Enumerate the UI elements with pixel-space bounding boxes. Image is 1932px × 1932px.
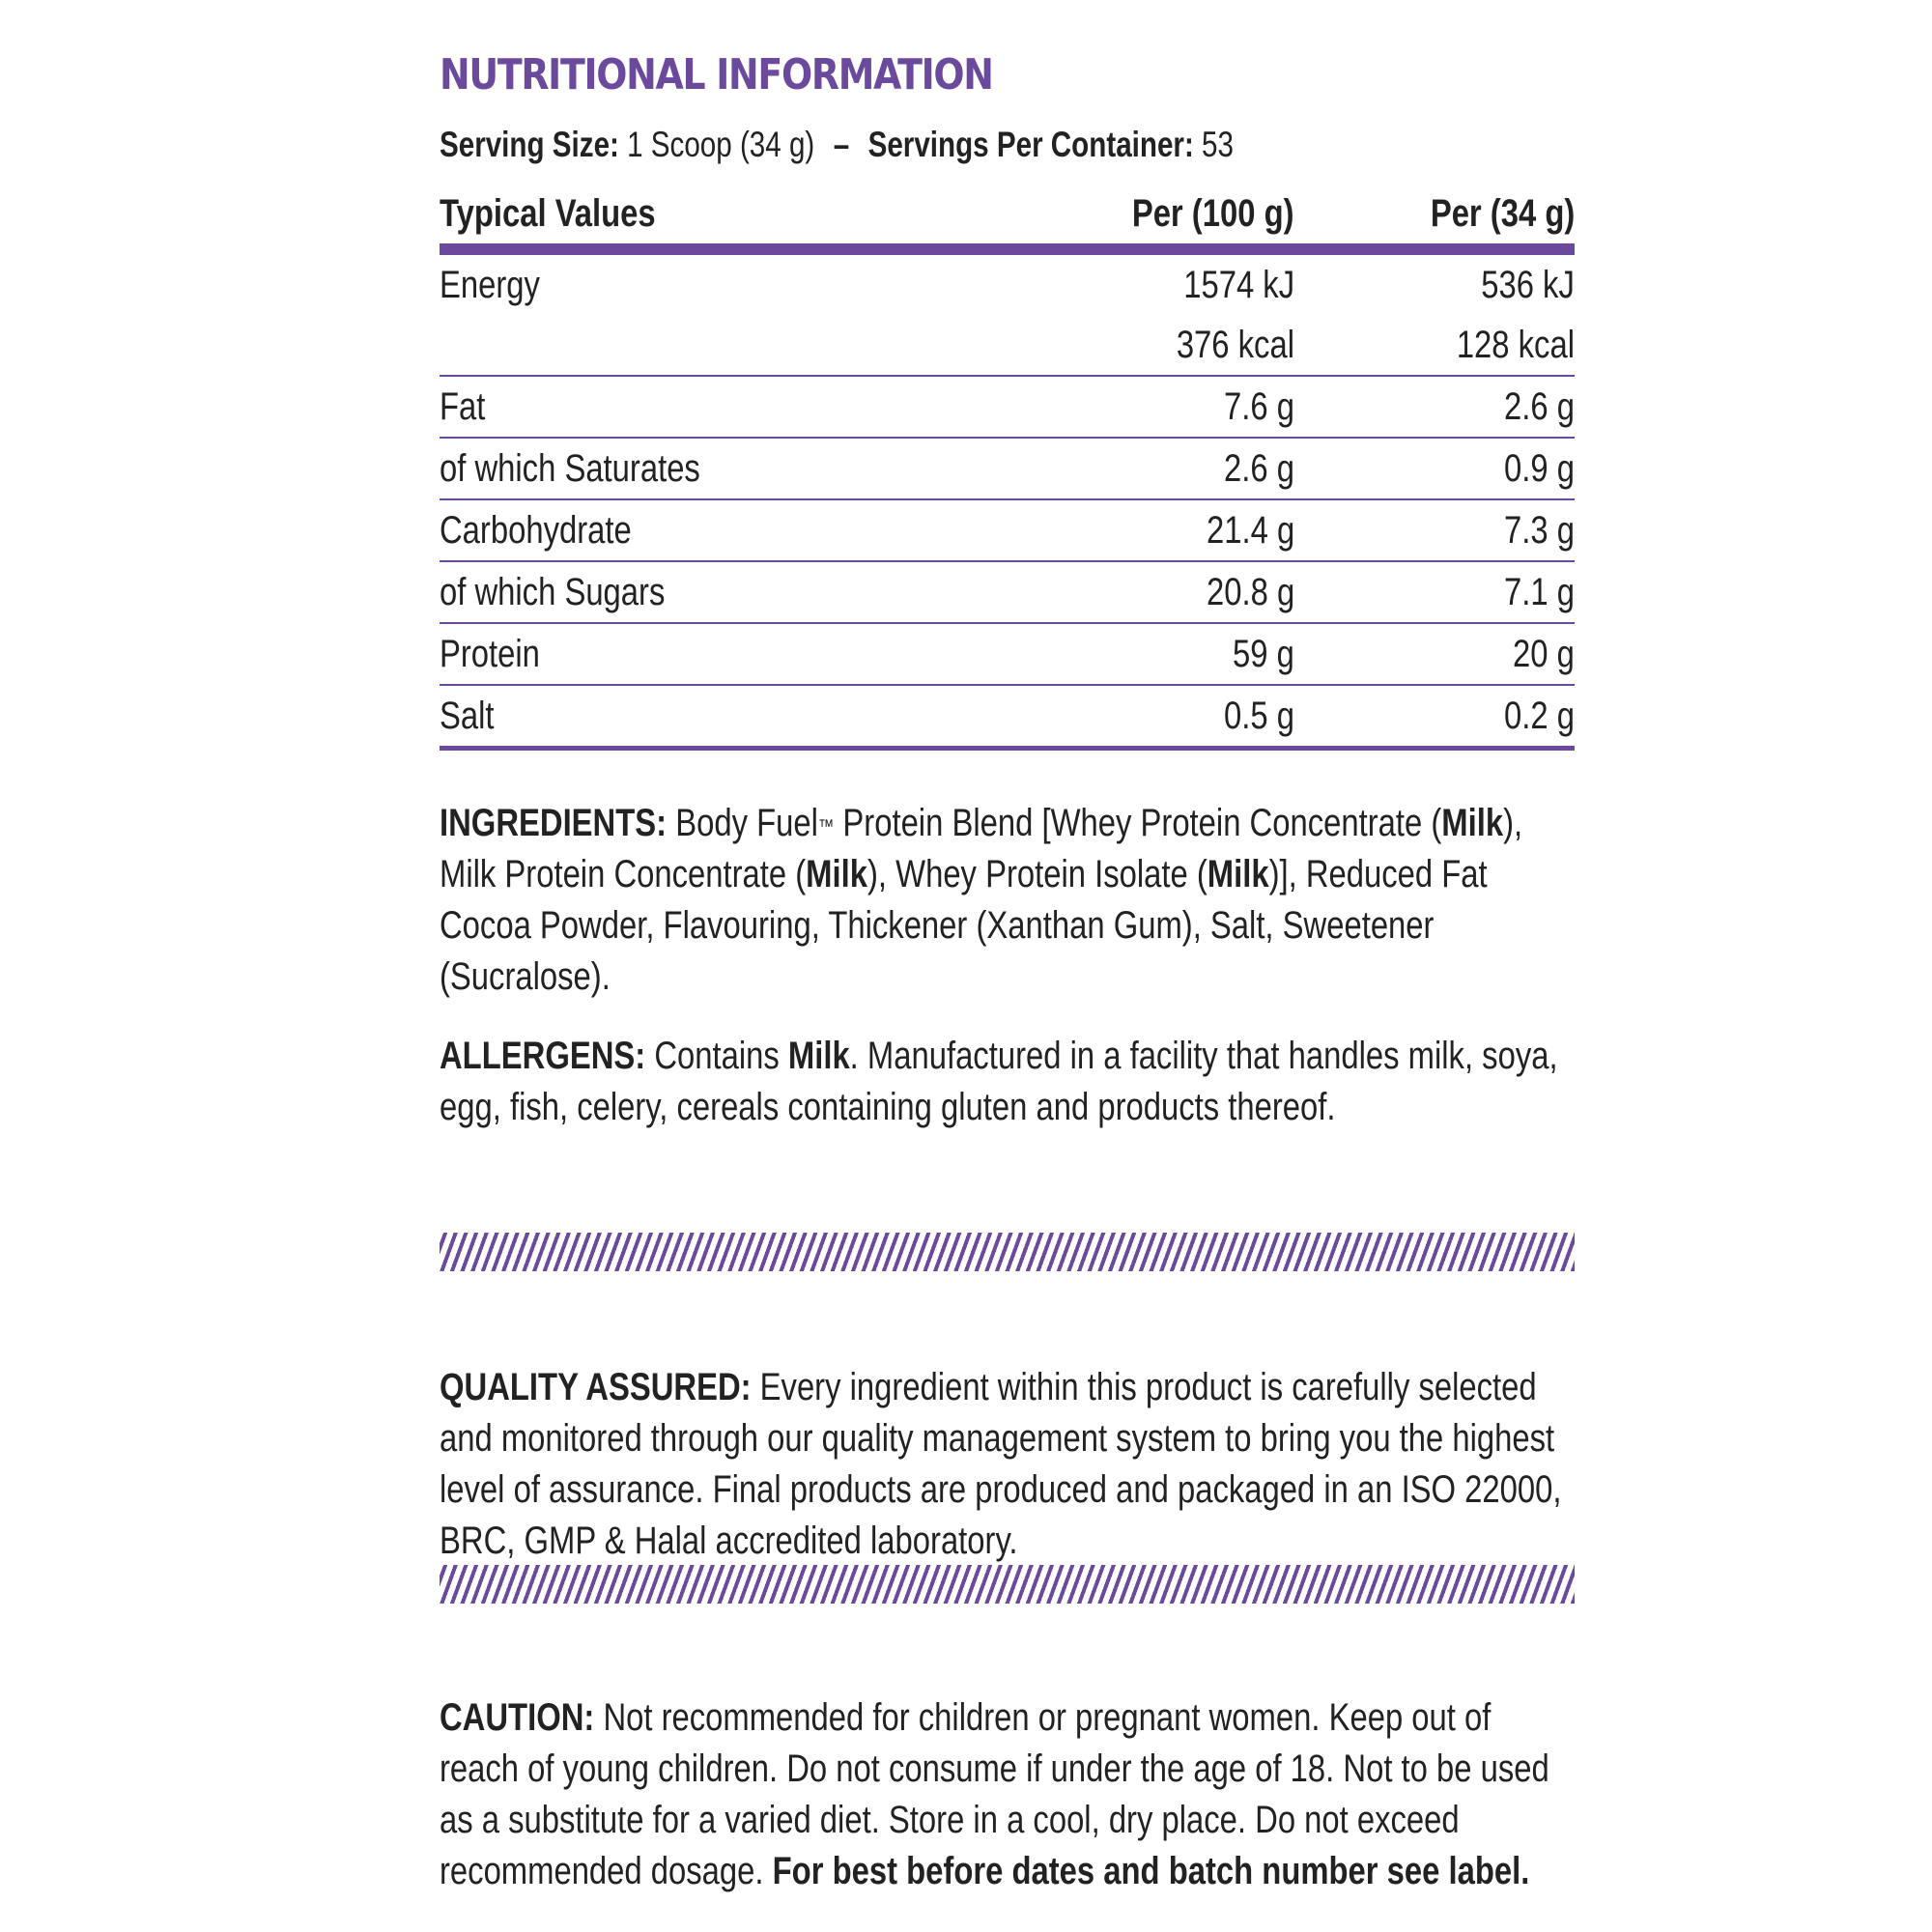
serving-size-label: Serving Size:	[440, 125, 619, 164]
row-per100-carbohydrate: 21.4 g	[1206, 508, 1294, 552]
table-row	[440, 623, 1575, 685]
header-per-serving: Per (34 g)	[1430, 191, 1575, 235]
ingredients-text-2: Protein Blend [Whey Protein Concentrate (	[834, 802, 1442, 844]
caution-text: Not recommended for children or pregnant women. Keep out of reach of young children. Do not consume if under the age of 18. Not to be used as a substitute for a varied diet. Store in a cool, dry place. Do not exceed recommended dosage.	[440, 1696, 1549, 1892]
allergens-label: ALLERGENS:	[440, 1035, 646, 1077]
quality-assured-paragraph	[440, 1362, 1573, 1567]
row-per100-protein: 59 g	[1233, 632, 1294, 675]
nutrition-table	[440, 184, 1575, 751]
servings-per-container-label: Servings Per Container:	[867, 125, 1194, 164]
row-per100-salt: 0.5 g	[1224, 694, 1294, 737]
header-per-100g: Per (100 g)	[1132, 191, 1294, 235]
row-name-energy: Energy	[440, 263, 540, 306]
row-name-carbohydrate: Carbohydrate	[440, 508, 632, 552]
trademark-symbol: ™	[817, 816, 835, 838]
table-row	[440, 685, 1575, 749]
row-per100-saturates: 2.6 g	[1224, 446, 1294, 490]
row-perserving-energy-kcal: 128 kcal	[1456, 323, 1575, 366]
caution-bold-tail: For best before dates and batch number see label.	[772, 1850, 1530, 1892]
table-row	[440, 249, 1575, 315]
table-header-row	[440, 184, 1575, 249]
row-per100-fat: 7.6 g	[1224, 384, 1294, 428]
ingredients-text-3: ), Milk Protein Concentrate (	[440, 802, 1523, 895]
allergens-milk: Milk	[787, 1035, 850, 1077]
row-name-sugars: of which Sugars	[440, 570, 666, 613]
row-perserving-saturates: 0.9 g	[1504, 446, 1575, 490]
row-perserving-carbohydrate: 7.3 g	[1504, 508, 1575, 552]
row-perserving-protein: 20 g	[1513, 632, 1575, 675]
table-row	[440, 499, 1575, 561]
row-name-protein: Protein	[440, 632, 540, 675]
ingredients-text-4: ), Whey Protein Isolate (	[867, 853, 1208, 895]
row-per100-energy-kj: 1574 kJ	[1183, 263, 1294, 306]
allergens-paragraph	[440, 1031, 1573, 1133]
table-row	[440, 315, 1575, 376]
row-perserving-fat: 2.6 g	[1504, 384, 1575, 428]
caution-label: CAUTION:	[440, 1696, 595, 1739]
allergen-milk-1: Milk	[1441, 802, 1504, 844]
row-perserving-salt: 0.2 g	[1504, 694, 1575, 737]
hatched-divider	[440, 1565, 1575, 1604]
quality-label: QUALITY ASSURED:	[440, 1366, 752, 1408]
allergens-text-2: . Manufactured in a facility that handles milk, soya, egg, fish, celery, cereals containing gluten and products thereof.	[440, 1035, 1558, 1128]
ingredients-text-5: )], Reduced Fat Cocoa Powder, Flavouring, Thickener (Xanthan Gum), Salt, Sweetener (Sucralose).	[440, 853, 1488, 998]
serving-size-value: 1 Scoop (34 g)	[627, 125, 815, 164]
ingredients-text-1: Body Fuel	[675, 802, 818, 844]
row-perserving-sugars: 7.1 g	[1504, 570, 1575, 613]
table-row	[440, 438, 1575, 499]
servings-per-container-value: 53	[1202, 125, 1234, 164]
serving-separator: –	[833, 125, 850, 164]
serving-info	[440, 124, 1348, 166]
table-row	[440, 561, 1575, 623]
header-typical-values: Typical Values	[440, 191, 656, 235]
row-name-fat: Fat	[440, 384, 486, 428]
row-per100-sugars: 20.8 g	[1206, 570, 1294, 613]
nutrition-title: NUTRITIONAL INFORMATION	[440, 50, 993, 99]
row-per100-energy-kcal: 376 kcal	[1176, 323, 1294, 366]
row-perserving-energy-kj: 536 kJ	[1481, 263, 1575, 306]
caution-paragraph	[440, 1692, 1573, 1897]
allergen-milk-3: Milk	[1207, 853, 1269, 895]
row-name-salt: Salt	[440, 694, 495, 737]
allergens-text-1: Contains	[645, 1035, 788, 1077]
allergen-milk-2: Milk	[806, 853, 867, 895]
ingredients-paragraph	[440, 798, 1573, 1003]
quality-text: Every ingredient within this product is carefully selected and monitored through our quality management system to bring you the highest level of assurance. Final products are produced and packaged in an ISO 22000, BRC, GMP & Halal accredited laboratory.	[440, 1366, 1562, 1562]
nutrition-panel	[440, 46, 1575, 1892]
ingredients-label: INGREDIENTS:	[440, 802, 668, 844]
row-name-saturates: of which Saturates	[440, 446, 700, 490]
table-row	[440, 376, 1575, 438]
hatched-divider	[440, 1233, 1575, 1271]
